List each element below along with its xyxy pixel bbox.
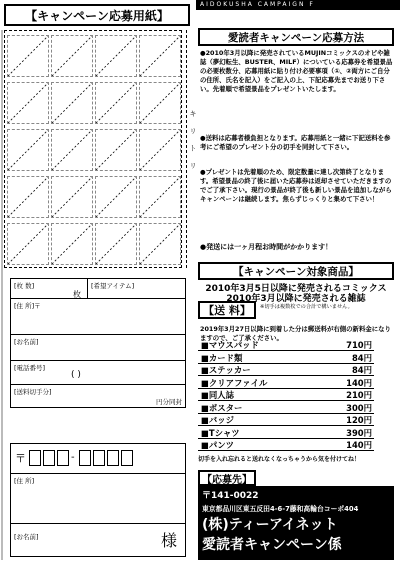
count-unit: 枚 (73, 290, 81, 299)
target-comics: 2010年3月5日以降に発売されるコミックス (205, 284, 387, 294)
price-item-name: ■ポスター (201, 402, 243, 413)
price-row (198, 353, 374, 364)
zip-box (57, 450, 69, 466)
price-item-value: 710円 (346, 340, 372, 350)
count-label: [枚 数] (14, 282, 35, 290)
price-item-value: 390円 (346, 427, 372, 438)
phone-label: [電話番号] (14, 364, 46, 372)
coupon-slot (51, 35, 93, 77)
target-magazines: 2010年3月以降に発売される雑誌 (226, 294, 366, 304)
name-label-2: [お名前] (14, 533, 39, 541)
coupon-slot (139, 35, 181, 77)
price-item-name: ■パンツ (201, 440, 235, 450)
price-item-name: ■カード類 (201, 352, 243, 363)
vertical-deco-strip (1, 30, 3, 560)
target-products-title: 【キャンペーン対象商品】 (198, 262, 394, 280)
phone-paren: ( ) (71, 370, 81, 380)
coupon-slot (139, 176, 181, 218)
send-department: 愛読者キャンペーン係 (202, 537, 342, 553)
price-item-value: 300円 (346, 402, 372, 413)
coupon-slot (7, 176, 49, 218)
coupon-slot (95, 176, 137, 218)
cut-here-label: キ リ ト リ (189, 110, 197, 173)
coupon-slot (95, 129, 137, 171)
address-label-2: [住 所] (14, 477, 35, 485)
form-row-phone (11, 361, 185, 385)
stamp-reminder: 切手を入れ忘れると送れなくなっちゃうから気を付けてね！ (198, 456, 361, 463)
form-row-count (11, 279, 185, 299)
coupon-slot (95, 223, 137, 265)
stamp-note: ※切手は複数枚での合計で構いません。 (260, 304, 353, 310)
form-row-address (11, 299, 185, 335)
postage-unit: 円分同封 (156, 398, 182, 406)
coupon-slot (139, 223, 181, 265)
price-row (198, 428, 374, 439)
paragraph-4: ●発送には一ヶ月程お時間がかかります！ (200, 243, 333, 251)
price-item-value: 84円 (351, 352, 372, 363)
coupon-slot (7, 35, 49, 77)
coupon-slot (95, 82, 137, 124)
send-to-title: 【応募先】 (198, 470, 256, 486)
coupon-slot (7, 223, 49, 265)
price-row (198, 365, 374, 376)
zip-box (79, 450, 91, 466)
coupon-grid (4, 30, 182, 268)
zip-box (107, 450, 119, 466)
coupon-slot (95, 35, 137, 77)
address-label: [住 所]〒 (14, 302, 41, 310)
coupon-slot (7, 129, 49, 171)
divider (87, 279, 88, 299)
paragraph-1: ●2010年3月以降に発売されているMUJINコミックスのオビや雑誌（夢幻転生、BUSTER、MILF）についている応募券を希望景品の必要枚数分、応募用紙に貼り付け必要事項（①、②両方にご自分の住所、氏名を記入）をご記入の上、下記応募先までお送り下さい。先着順で希望景品をプレゼントいたします。 (200, 49, 393, 93)
postage-change-note: 2019年3月27日以降に到着した分は郵送料が右側の新料金になりますので、ご了承ください。 (200, 325, 391, 342)
price-item-name: ■同人誌 (201, 390, 235, 400)
shipping-title: 【送 料】 (198, 301, 256, 319)
price-row (198, 403, 374, 414)
coupon-slot (139, 129, 181, 171)
item-label: [希望アイテム] (91, 282, 135, 290)
coupon-slot (139, 82, 181, 124)
zip-row: 〒 - (11, 444, 185, 474)
paragraph-2: ●送料は応募者様負担となります。応募用紙と一緒に下記送料を参考にご希望のプレゼント分の切手を同封して下さい。 (200, 134, 391, 151)
price-item-value: 120円 (346, 415, 372, 425)
send-to-box (198, 486, 394, 560)
price-item-name: ■ステッカー (201, 365, 251, 375)
price-item-value: 210円 (346, 390, 372, 400)
price-row (198, 390, 374, 401)
price-row (198, 378, 374, 389)
method-title: 愛読者キャンペーン応募方法 (198, 28, 394, 46)
zip-box (121, 450, 133, 466)
form-row-name (11, 335, 185, 361)
price-row (198, 340, 374, 351)
send-company: (株)ティーアイネット (202, 517, 338, 533)
price-row (198, 440, 374, 451)
coupon-slot (51, 176, 93, 218)
name-label: [お名前] (14, 338, 39, 346)
price-item-value: 140円 (346, 440, 372, 450)
send-zip: 〒141-0022 (202, 491, 259, 501)
zip-box (29, 450, 41, 466)
price-item-name: ■Tシャツ (201, 427, 240, 438)
price-item-name: ■マウスパッド (201, 340, 259, 350)
return-address-form (10, 443, 186, 557)
sama-suffix: 様 (160, 531, 177, 550)
price-item-name: ■クリアファイル (201, 377, 268, 388)
postage-label: [送料切手分] (14, 388, 52, 396)
campaign-header-strip: AIDOKUSHA CAMPAIGN F (196, 0, 400, 10)
price-row (198, 415, 374, 426)
zip-mark: 〒 (15, 452, 26, 465)
price-item-value: 84円 (351, 365, 372, 375)
entry-info-form (10, 278, 186, 408)
name-row (11, 524, 185, 556)
price-item-value: 140円 (346, 377, 372, 388)
paragraph-3: ●プレゼントは先着順のため、限定数量に達し次第終了となります。希望景品の終了後に届いた応募券は返却させていただきますのでご了承下さい。現行の景品が終了後も新しい景品を追加しながらキャンペーンは継続します。焦らずじっくりと集めて下さい！ (200, 168, 392, 203)
coupon-slot (51, 223, 93, 265)
price-item-name: ■バッジ (201, 415, 235, 425)
form-row-postage (11, 385, 185, 407)
zip-box (93, 450, 105, 466)
entry-form-title: 【キャンペーン応募用紙】 (4, 4, 190, 26)
address-row (11, 474, 185, 524)
send-address: 東京都品川区東五反田4-6-7藤和高輪台コーポ404 (202, 505, 359, 513)
zip-box (43, 450, 55, 466)
coupon-slot (7, 82, 49, 124)
coupon-slot (51, 129, 93, 171)
coupon-slot (51, 82, 93, 124)
